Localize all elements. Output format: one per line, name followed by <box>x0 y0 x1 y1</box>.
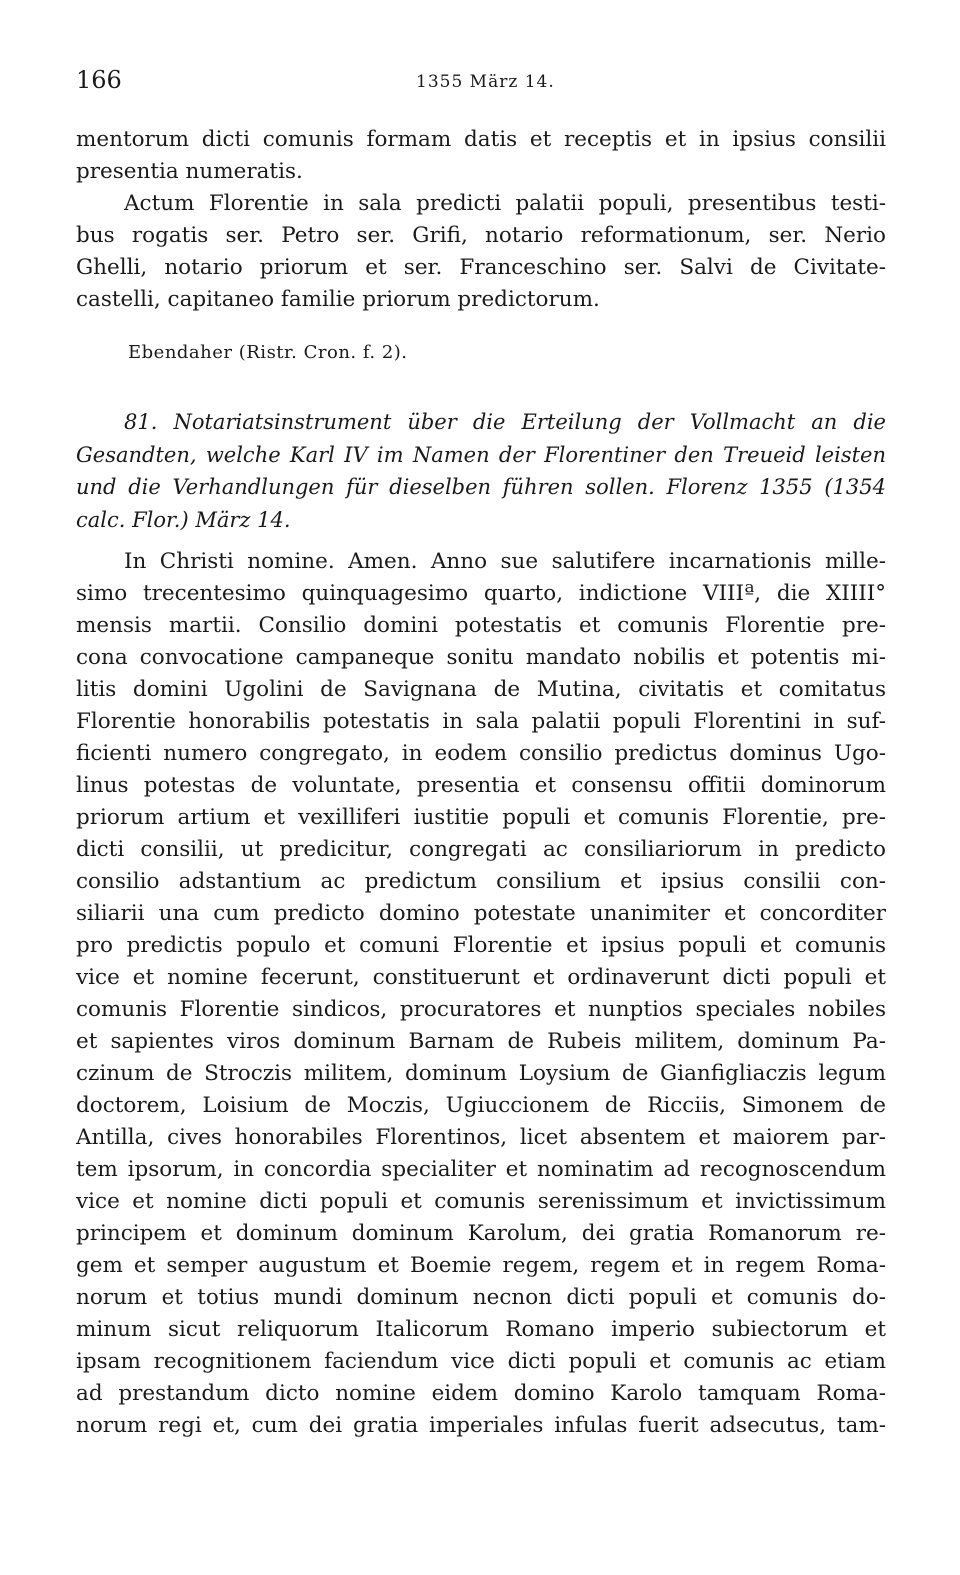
text-line: principem et dominum dominum Karolum, dei gratia Romanorum re- <box>76 1221 886 1246</box>
text-line: Florentie honorabilis potestatis in sala palatii populi Florentini in suf- <box>76 709 886 734</box>
text-line: ipsam recognitionem faciendum vice dicti populi et comunis ac etiam <box>76 1349 886 1374</box>
text-line: consilio adstantium ac predictum consilium et ipsius consilii con- <box>76 869 886 894</box>
regest-line: calc. Flor.) März 14. <box>76 507 291 532</box>
text-line: pro predictis populo et comuni Florentie et ipsius populi et comunis <box>76 933 886 958</box>
text-line: mentorum dicti comunis formam datis et receptis et in ipsius consilii <box>76 127 886 152</box>
text-line: siliarii una cum predicto domino potestate unanimiter et concorditer <box>76 901 886 926</box>
text-line: litis domini Ugolini de Savignana de Mutina, civitatis et comitatus <box>76 677 886 702</box>
text-line: presentia numeratis. <box>76 159 303 184</box>
text-line: ad prestandum dicto nomine eidem domino Karolo tamquam Roma- <box>76 1381 886 1406</box>
regest-line: und die Verhandlungen für dieselben führen sollen. Florenz 1355 (1354 <box>76 475 886 499</box>
text-line: Ghelli, notario priorum et ser. Franceschino ser. Salvi de Civitate- <box>76 255 886 280</box>
text-line: In Christi nomine. Amen. Anno sue salutifere incarnationis mille- <box>124 549 886 574</box>
text-line: simo trecentesimo quinquagesimo quarto, indictione VIIIª, die XIIII° <box>76 581 886 606</box>
text-line: norum et totius mundi dominum necnon dicti populi et comunis do- <box>76 1285 886 1310</box>
text-line: linus potestas de voluntate, presentia et consensu offitii dominorum <box>76 773 886 798</box>
text-line: et sapientes viros dominum Barnam de Rubeis militem, dominum Pa- <box>76 1029 886 1054</box>
source-note: Ebendaher (Ristr. Cron. f. 2). <box>128 342 408 363</box>
text-line: ficienti numero congregato, in eodem consilio predictus dominus Ugo- <box>76 741 886 766</box>
text-line: castelli, capitaneo familie priorum predictorum. <box>76 287 600 312</box>
text-line: vice et nomine dicti populi et comunis serenissimum et invictissimum <box>76 1189 886 1214</box>
page-number: 166 <box>76 66 122 94</box>
text-line: Actum Florentie in sala predicti palatii populi, presentibus testi- <box>124 191 886 216</box>
text-line: doctorem, Loisium de Moczis, Ugiuccionem de Ricciis, Simonem de <box>76 1093 886 1118</box>
document-regest <box>76 406 886 536</box>
intro-paragraphs <box>76 124 886 316</box>
page-header <box>76 66 886 96</box>
text-line: gem et semper augustum et Boemie regem, regem et in regem Roma- <box>76 1253 886 1278</box>
text-line: mensis martii. Consilio domini potestatis et comunis Florentie pre- <box>76 613 886 638</box>
text-line: Antilla, cives honorabiles Florentinos, licet absentem et maiorem par- <box>76 1125 886 1150</box>
text-line: czinum de Stroczis militem, dominum Loysium de Gianfigliaczis legum <box>76 1061 886 1086</box>
document-text <box>76 546 886 1442</box>
regest-line: Gesandten, welche Karl IV im Namen der Florentiner den Treueid leisten <box>76 442 886 467</box>
text-line: dicti consilii, ut predicitur, congregati ac consiliariorum in predicto <box>76 837 886 862</box>
text-line: bus rogatis ser. Petro ser. Grifi, notario reformationum, ser. Nerio <box>76 223 886 248</box>
text-line: comunis Florentie sindicos, procuratores et nunptios speciales nobiles <box>76 997 886 1022</box>
text-line: minum sicut reliquorum Italicorum Romano imperio subiectorum et <box>76 1317 886 1342</box>
regest-line: 81. Notariatsinstrument über die Erteilung der Vollmacht an die <box>124 410 886 434</box>
text-line: norum regi et, cum dei gratia imperiales infulas fuerit adsecutus, tam- <box>76 1413 886 1438</box>
text-line: priorum artium et vexilliferi iustitie populi et comunis Florentie, pre- <box>76 805 886 830</box>
text-line: tem ipsorum, in concordia specialiter et nominatim ad recognoscendum <box>76 1157 886 1182</box>
text-line: cona convocatione campaneque sonitu mandato nobilis et potentis mi- <box>76 645 886 670</box>
text-line: vice et nomine fecerunt, constituerunt et ordinaverunt dicti populi et <box>76 965 886 990</box>
running-head-date: 1355 März 14. <box>416 72 555 92</box>
